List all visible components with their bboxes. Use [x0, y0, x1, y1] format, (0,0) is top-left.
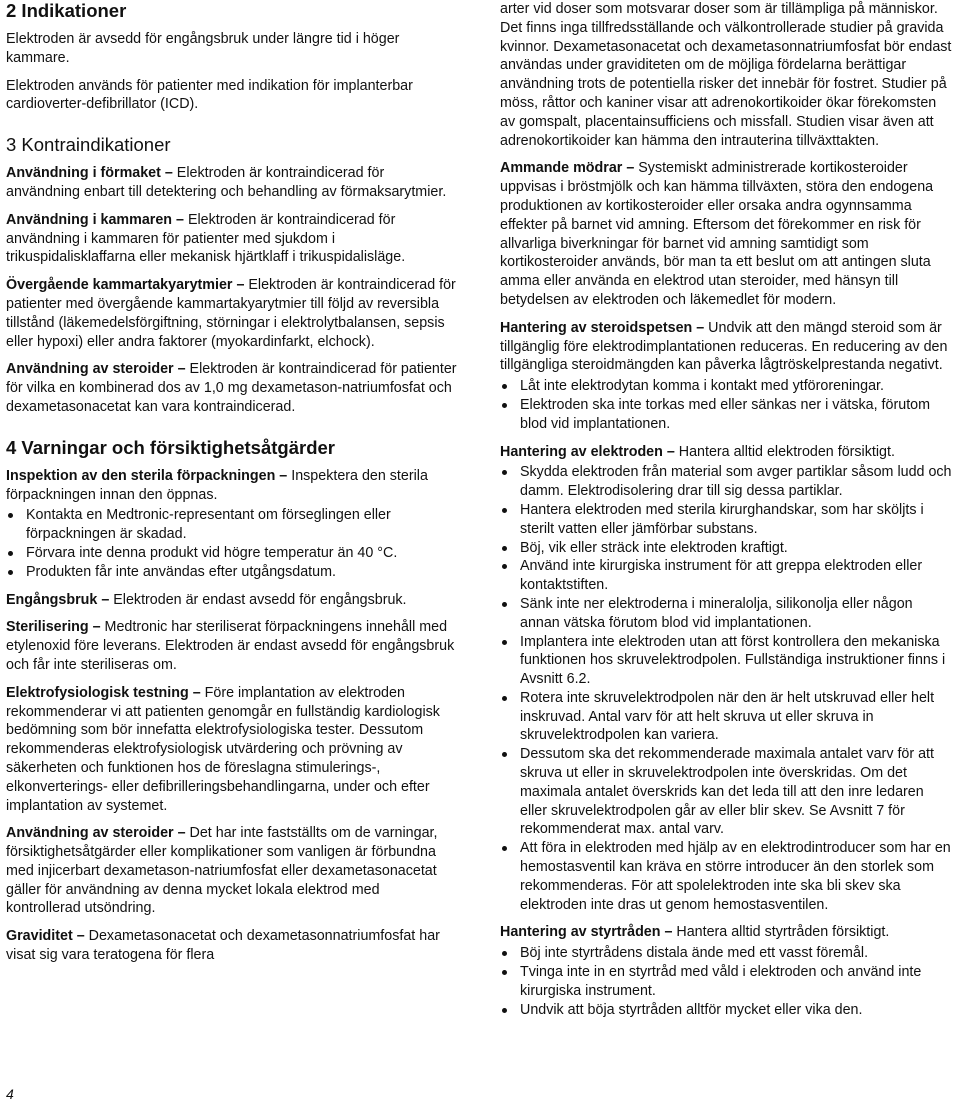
paragraph-text: Medtronic har steriliserat förpackningens innehåll med etylenoxid före leverans. Elektroden är endast avsedd för engångsbruk och får inte steriliseras om. [6, 619, 455, 673]
left-column [6, 0, 458, 965]
list-item: Undvik att böja styrtråden alltför mycket eller vika den. [500, 1001, 952, 1020]
list-item: Låt inte elektrodytan komma i kontakt med ytföroreningar. [500, 377, 952, 396]
paragraph-text: Hantera alltid elektroden försiktigt. [674, 443, 895, 460]
bullet-list [500, 377, 952, 433]
paragraph-text: Det har inte fastställts om de varningar, försiktighetsåtgärder eller komplikationer som vanligen är förbundna med injicerbart dexametason-natriumfosfat eller dexametasonacetat gäller för användning av denna mycket lokala elektrod med kontrollerad utsöndring. [6, 825, 438, 917]
paragraph [6, 211, 458, 267]
list-item: Tvinga inte in en styrtråd med våld i elektroden och använd inte kirurgiska instrument. [500, 963, 952, 1001]
paragraph [6, 684, 458, 816]
paragraph-lead: Användning av steroider – [6, 361, 186, 378]
paragraph [6, 824, 458, 918]
list-item: Använd inte kirurgiska instrument för att greppa elektroden eller kontaktstiften. [500, 557, 952, 595]
list-item: Rotera inte skruvelektrodpolen när den är helt utskruvad eller helt inskruvad. Antal varv för att helt skruva ut eller skruva in skruvelektrodpolen kan variera. [500, 689, 952, 745]
paragraph [6, 164, 458, 202]
paragraph-text: Före implantation av elektroden rekommenderar vi att patienten genomgår en fullständig kardiologisk bedömning som bör innefatta elektrofysiologiska tester. Dessutom rekommenderas elektrofysiologisk utvärdering och prövning av säkerheten och funktionen hos de föreslagna stimulerings-, elkonverterings- eller defibrilleringsbehandlingarna, under och efter implantation av systemet. [6, 684, 440, 814]
list-item: Dessutom ska det rekommenderade maximala antalet varv för att skruva ut eller in skruvelektrodpolen inte överskridas. Om det maximala antalet överskrids kan det leda till att den inre ledaren eller skruvelektrodpolen går av eller blir skev. Se Avsnitt 7 för rekommenderat max. antal varv. [500, 745, 952, 839]
paragraph-lead: Engångsbruk – [6, 591, 110, 608]
list-item: Kontakta en Medtronic-representant om förseglingen eller förpackningen är skadad. [6, 506, 458, 544]
paragraph-lead: Sterilisering – [6, 619, 101, 636]
paragraph [6, 360, 458, 416]
paragraph: Elektroden används för patienter med indikation för implanterbar cardioverter-defibrillator (ICD). [6, 77, 413, 113]
paragraph-text: Elektroden är kontraindicerad för patienter med övergående kammartakyarytmier till följd av reversibla tillstånd (läkemedelsförgiftning, störningar i elektrolytbalansen, sepsis eller hypoxi) eller andra faktorer (myokardinfarkt, elchock). [6, 277, 456, 350]
paragraph-lead: Hantering av styrtråden – [500, 924, 673, 941]
list-item: Böj inte styrtrådens distala ände med ett vasst föremål. [500, 944, 952, 963]
paragraph-lead: Användning i förmaket – [6, 165, 173, 182]
warning-block [500, 443, 952, 915]
list-item: Implantera inte elektroden utan att först kontrollera den mekaniska funktionen hos skruvelektrodpolen. Fullständiga instruktioner finns i Avsnitt 6.2. [500, 633, 952, 689]
list-item: Hantera elektroden med sterila kirurghandskar, som har sköljts i sterilt vatten eller jämförbar substans. [500, 501, 952, 539]
paragraph-text: Systemiskt administrerade kortikosteroider uppvisas i bröstmjölk och kan hämma tillväxten, störa den endogena produktionen av kortikosteroider eller orsaka andra ogynnsamma effekter på barnet vid amning. Eftersom det förekommer en risk för allvarliga biverkningar för barnet vid amning samtidigt som kortikosteroider används, bör man ta ett beslut om att antingen sluta amma eller använda en elektrod utan steroider, med hänsyn till betydelsen av elektroden och läkemedlet för modern. [500, 160, 934, 308]
paragraph-lead: Hantering av steroidspetsen – [500, 319, 705, 336]
paragraph-lead: Elektrofysiologisk testning – [6, 684, 201, 701]
paragraph [6, 276, 458, 351]
paragraph-lead: Graviditet – [6, 928, 85, 945]
paragraph-text: Elektroden är kontraindicerad för användning i kammaren för patienter med sjukdom i trikuspidalisklaffarna eller mekanisk hjärtklaff i trikuspidalisläge. [6, 211, 406, 266]
bullet-list [500, 944, 952, 1019]
warning-block [500, 923, 952, 1019]
paragraph-text: Elektroden är kontraindicerad för användning enbart till detektering och behandling av förmaksarytmier. [6, 165, 447, 200]
list-item: Förvara inte denna produkt vid högre temperatur än 40 °C. [6, 544, 458, 563]
list-item: Böj, vik eller sträck inte elektroden kraftigt. [500, 539, 952, 558]
section-title-kontraindikationer: 3 Kontraindikationer [6, 134, 171, 156]
paragraph-lead: Inspektion av den sterila förpackningen – [6, 467, 288, 484]
paragraph-text: Dexametasonacetat och dexametasonnatriumfosfat har visat sig vara teratogena för flera [6, 928, 440, 964]
bullet-list [6, 506, 458, 581]
paragraph-text: Hantera alltid styrtråden försiktigt. [672, 924, 890, 941]
warning-block [6, 467, 458, 582]
right-column [500, 0, 952, 1019]
list-item: Skydda elektroden från material som avger partiklar såsom ludd och damm. Elektrodisolering drar till sig dessa partiklar. [500, 463, 952, 501]
paragraph-lead: Ammande mödrar – [500, 160, 635, 177]
list-item: Sänk inte ner elektroderna i mineralolja, silikonolja eller någon annan vätska förutom blod vid implantationen. [500, 595, 952, 633]
paragraph-text: Elektroden är endast avsedd för engångsbruk. [109, 591, 407, 608]
paragraph-text: Undvik att den mängd steroid som är tillgänglig före elektrodimplantationen reduceras. En reducering av den tillgängliga steroidmängden kan påverka lågtröskelprestanda negativt. [500, 319, 948, 374]
paragraph-text: Elektroden är kontraindicerad för patienter för vilka en kombinerad dos av 1,0 mg dexametason-natriumfosfat och dexametasonacetat kan vara kontraindicerad. [6, 361, 457, 415]
paragraph [6, 591, 458, 610]
paragraph [500, 159, 952, 309]
paragraph [500, 443, 952, 462]
paragraph-text: Inspektera den sterila förpackningen innan den öppnas. [6, 467, 428, 503]
list-item: Att föra in elektroden med hjälp av en elektrodintroducer som har en hemostasventil kan kräva en större introducer än den storlek som rekommenderas. För att spolelektroden inte ska bli skev ska elektroden inte dras ut genom hemostasventilen. [500, 839, 952, 914]
section-title-varningar: 4 Varningar och försiktighetsåtgärder [6, 436, 335, 458]
page-number: 4 [6, 1086, 14, 1102]
paragraph [6, 618, 458, 674]
paragraph [6, 467, 458, 505]
list-item: Elektroden ska inte torkas med eller sänkas ner i vätska, förutom blod vid implantationen. [500, 396, 952, 434]
list-item: Produkten får inte användas efter utgångsdatum. [6, 563, 458, 582]
paragraph-lead: Hantering av elektroden – [500, 443, 675, 460]
bullet-list [500, 463, 952, 914]
paragraph: arter vid doser som motsvarar doser som är tillämpliga på människor. Det finns inga tillfredsställande och välkontrollerade studier på gravida kvinnor. Dexametasonacetat och dexametasonnatriumfosfat bör endast användas under graviditeten om de möjliga fördelarna berättigar användning trots de potentiella risker det innebär för fostret. Studier på möss, råttor och kaniner visar att adrenokortikoider ökar förekomsten av gomspalt, placentainsufficiens och missfall. Studien visar även att adrenokortikoider kan hämma den intrauterina tillväxttakten. [500, 1, 952, 149]
paragraph-lead: Användning i kammaren – [6, 211, 184, 228]
paragraph-lead: Övergående kammartakyarytmier – [6, 277, 245, 294]
paragraph: Elektroden är avsedd för engångsbruk under längre tid i höger kammare. [6, 31, 400, 66]
paragraph [6, 927, 458, 965]
paragraph [500, 923, 952, 942]
warning-block [500, 319, 952, 434]
section-title-indikationer: 2 Indikationer [6, 0, 127, 21]
paragraph-lead: Användning av steroider – [6, 825, 186, 842]
paragraph [500, 319, 952, 375]
